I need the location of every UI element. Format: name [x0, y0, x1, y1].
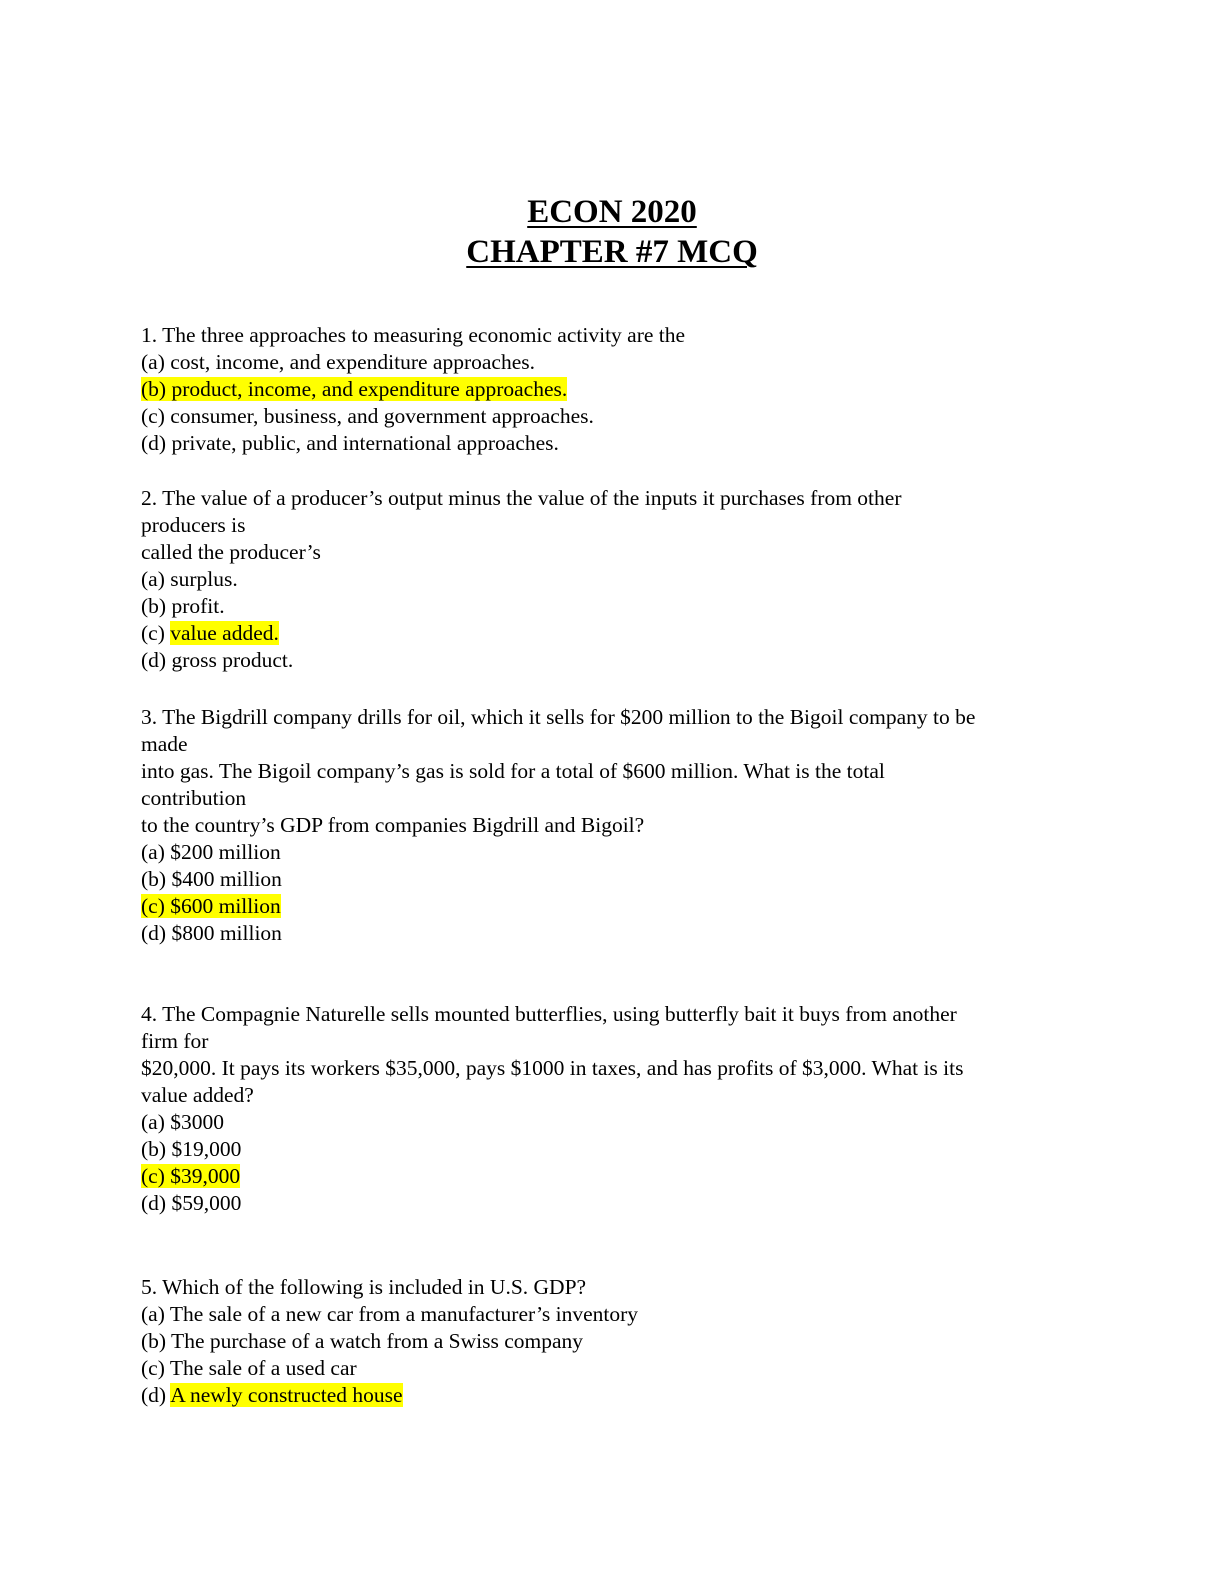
question-2-stem-line-1: 2. The value of a producer’s output minus the value of the inputs it purchases from other [141, 486, 902, 510]
question-1-stem: 1. The three approaches to measuring economic activity are the [141, 323, 686, 347]
question-2-stem-line-3: called the producer’s [141, 540, 321, 564]
question-2-option-d: (d) gross product. [141, 648, 294, 672]
question-3-stem-line-4: contribution [141, 786, 247, 810]
question-2-option-a: (a) surplus. [141, 567, 238, 591]
question-5-option-c: (c) The sale of a used car [141, 1356, 357, 1380]
question-1-option-a: (a) cost, income, and expenditure approaches. [141, 350, 536, 374]
question-3-stem-line-5: to the country’s GDP from companies Bigdrill and Bigoil? [141, 813, 645, 837]
question-3-option-a: (a) $200 million [141, 840, 281, 864]
question-4-option-c-answer: (c) $39,000 [141, 1164, 241, 1188]
question-3-option-d: (d) $800 million [141, 921, 282, 945]
question-4-stem-line-2: firm for [141, 1029, 209, 1053]
question-4-option-d: (d) $59,000 [141, 1191, 242, 1215]
question-4-stem-line-1: 4. The Compagnie Naturelle sells mounted butterflies, using butterfly bait it buys from another [141, 1002, 957, 1026]
question-4-option-a: (a) $3000 [141, 1110, 224, 1134]
question-4-option-b: (b) $19,000 [141, 1137, 242, 1161]
course-title: ECON 2020 [527, 194, 697, 230]
question-1-option-c: (c) consumer, business, and government approaches. [141, 404, 594, 428]
question-5-option-a: (a) The sale of a new car from a manufacturer’s inventory [141, 1302, 639, 1326]
question-2-stem-line-2: producers is [141, 513, 246, 537]
question-1-option-b-answer: (b) product, income, and expenditure approaches. [141, 377, 568, 401]
question-3-option-c-answer: (c) $600 million [141, 894, 281, 918]
question-2-option-c-answer: (c) value added. [141, 621, 279, 645]
question-4-stem-line-4: value added? [141, 1083, 254, 1107]
question-3-stem-line-3: into gas. The Bigoil company’s gas is sold for a total of $600 million. What is the total [141, 759, 885, 783]
chapter-title: CHAPTER #7 MCQ [466, 234, 758, 270]
question-3-stem-line-2: made [141, 732, 188, 756]
question-2-option-b: (b) profit. [141, 594, 225, 618]
question-5-option-b: (b) The purchase of a watch from a Swiss company [141, 1329, 584, 1353]
question-5-stem: 5. Which of the following is included in U.S. GDP? [141, 1275, 587, 1299]
question-3-stem-line-1: 3. The Bigdrill company drills for oil, which it sells for $200 million to the Bigoil company to be [141, 705, 976, 729]
question-3-option-b: (b) $400 million [141, 867, 282, 891]
question-5-option-d-answer: (d) A newly constructed house [141, 1383, 403, 1407]
question-4-stem-line-3: $20,000. It pays its workers $35,000, pays $1000 in taxes, and has profits of $3,000. What is its [141, 1056, 964, 1080]
question-1-option-d: (d) private, public, and international approaches. [141, 431, 559, 455]
